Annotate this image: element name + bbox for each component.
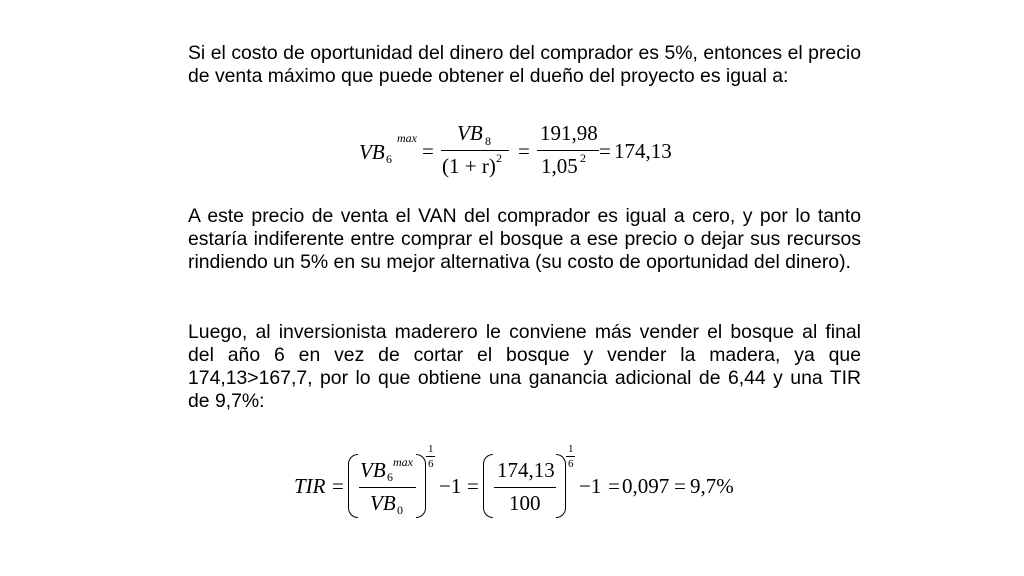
paragraph-van-explanation: A este precio de venta el VAN del comprador es igual a cero, y por lo tanto estaría indiferente entre comprar el bosque a ese precio o dejar sus recursos rindiendo un 5% en su mejor alternativa (su costo de oportunidad del dinero). <box>188 205 861 273</box>
eq1-frac1-num-var: VB <box>457 121 483 145</box>
paragraph-tir-explanation: Luego, al inversionista maderero le conviene más vender el bosque al final del año 6 en vez de cortar el bosque y vender la madera, ya que 174,13>167,7, por lo que obtiene una ganancia adicional de 6,44 y una TIR de 9,7%: <box>188 321 861 412</box>
eq2-frac2-den: 100 <box>509 491 541 515</box>
eq2-frac2-num: 174,13 <box>497 458 555 482</box>
eq1-equals-3: = <box>599 139 611 163</box>
equation-tir <box>292 440 752 520</box>
eq1-frac1-den: (1 + r) <box>442 154 496 178</box>
eq2-paren2-left <box>483 454 493 518</box>
eq1-equals-2: = <box>518 139 530 163</box>
eq2-frac1-num-sup: max <box>393 455 413 469</box>
eq1-result: 174,13 <box>614 139 672 163</box>
eq2-exp1-num: 1 <box>428 443 434 455</box>
equation-max-sale-price <box>355 118 675 188</box>
eq1-frac1-num-sub: 8 <box>485 134 491 148</box>
eq2-exp2-num: 1 <box>568 443 574 455</box>
eq2-frac1-den-sub: 0 <box>397 503 403 517</box>
eq2-paren1-right <box>416 454 426 518</box>
eq2-value: 0,097 <box>622 474 670 498</box>
eq2-frac1-num-sub: 6 <box>387 470 393 484</box>
eq2-exp1-den: 6 <box>428 458 434 470</box>
eq2-equals-1: = <box>332 474 344 498</box>
eq2-result: 9,7% <box>690 474 734 498</box>
eq2-equals-4: = <box>674 474 686 498</box>
eq2-lhs: TIR <box>294 474 326 498</box>
eq1-lhs-var: VB <box>359 140 385 164</box>
eq1-equals-1: = <box>422 139 434 163</box>
eq2-exp2-den: 6 <box>568 458 574 470</box>
eq2-equals-3: = <box>608 474 620 498</box>
eq1-frac2-den-sup: 2 <box>580 151 586 165</box>
eq2-frac1-num-var: VB <box>360 458 386 482</box>
eq2-paren1-left <box>348 454 358 518</box>
eq2-exp1-bar <box>426 456 435 457</box>
eq1-frac2-num: 191,98 <box>540 121 598 145</box>
eq2-equals-2: = <box>467 474 479 498</box>
eq1-frac2-bar <box>537 150 599 151</box>
eq2-paren2-right <box>556 454 566 518</box>
eq1-frac1-den-sup: 2 <box>496 151 502 165</box>
eq2-frac1-den-var: VB <box>370 491 396 515</box>
eq2-minus-1: −1 <box>439 474 462 498</box>
eq1-lhs-sup: max <box>397 131 417 145</box>
eq1-lhs-sub: 6 <box>386 152 392 166</box>
paragraph-intro: Si el costo de oportunidad del dinero del comprador es 5%, entonces el precio de venta máximo que puede obtener el dueño del proyecto es igual a: <box>188 42 861 87</box>
eq2-exp2-bar <box>566 456 575 457</box>
eq2-frac1-bar <box>359 487 416 488</box>
eq1-frac2-den: 1,05 <box>541 154 578 178</box>
eq2-minus-2: −1 <box>579 474 602 498</box>
eq2-frac2-bar <box>494 487 556 488</box>
